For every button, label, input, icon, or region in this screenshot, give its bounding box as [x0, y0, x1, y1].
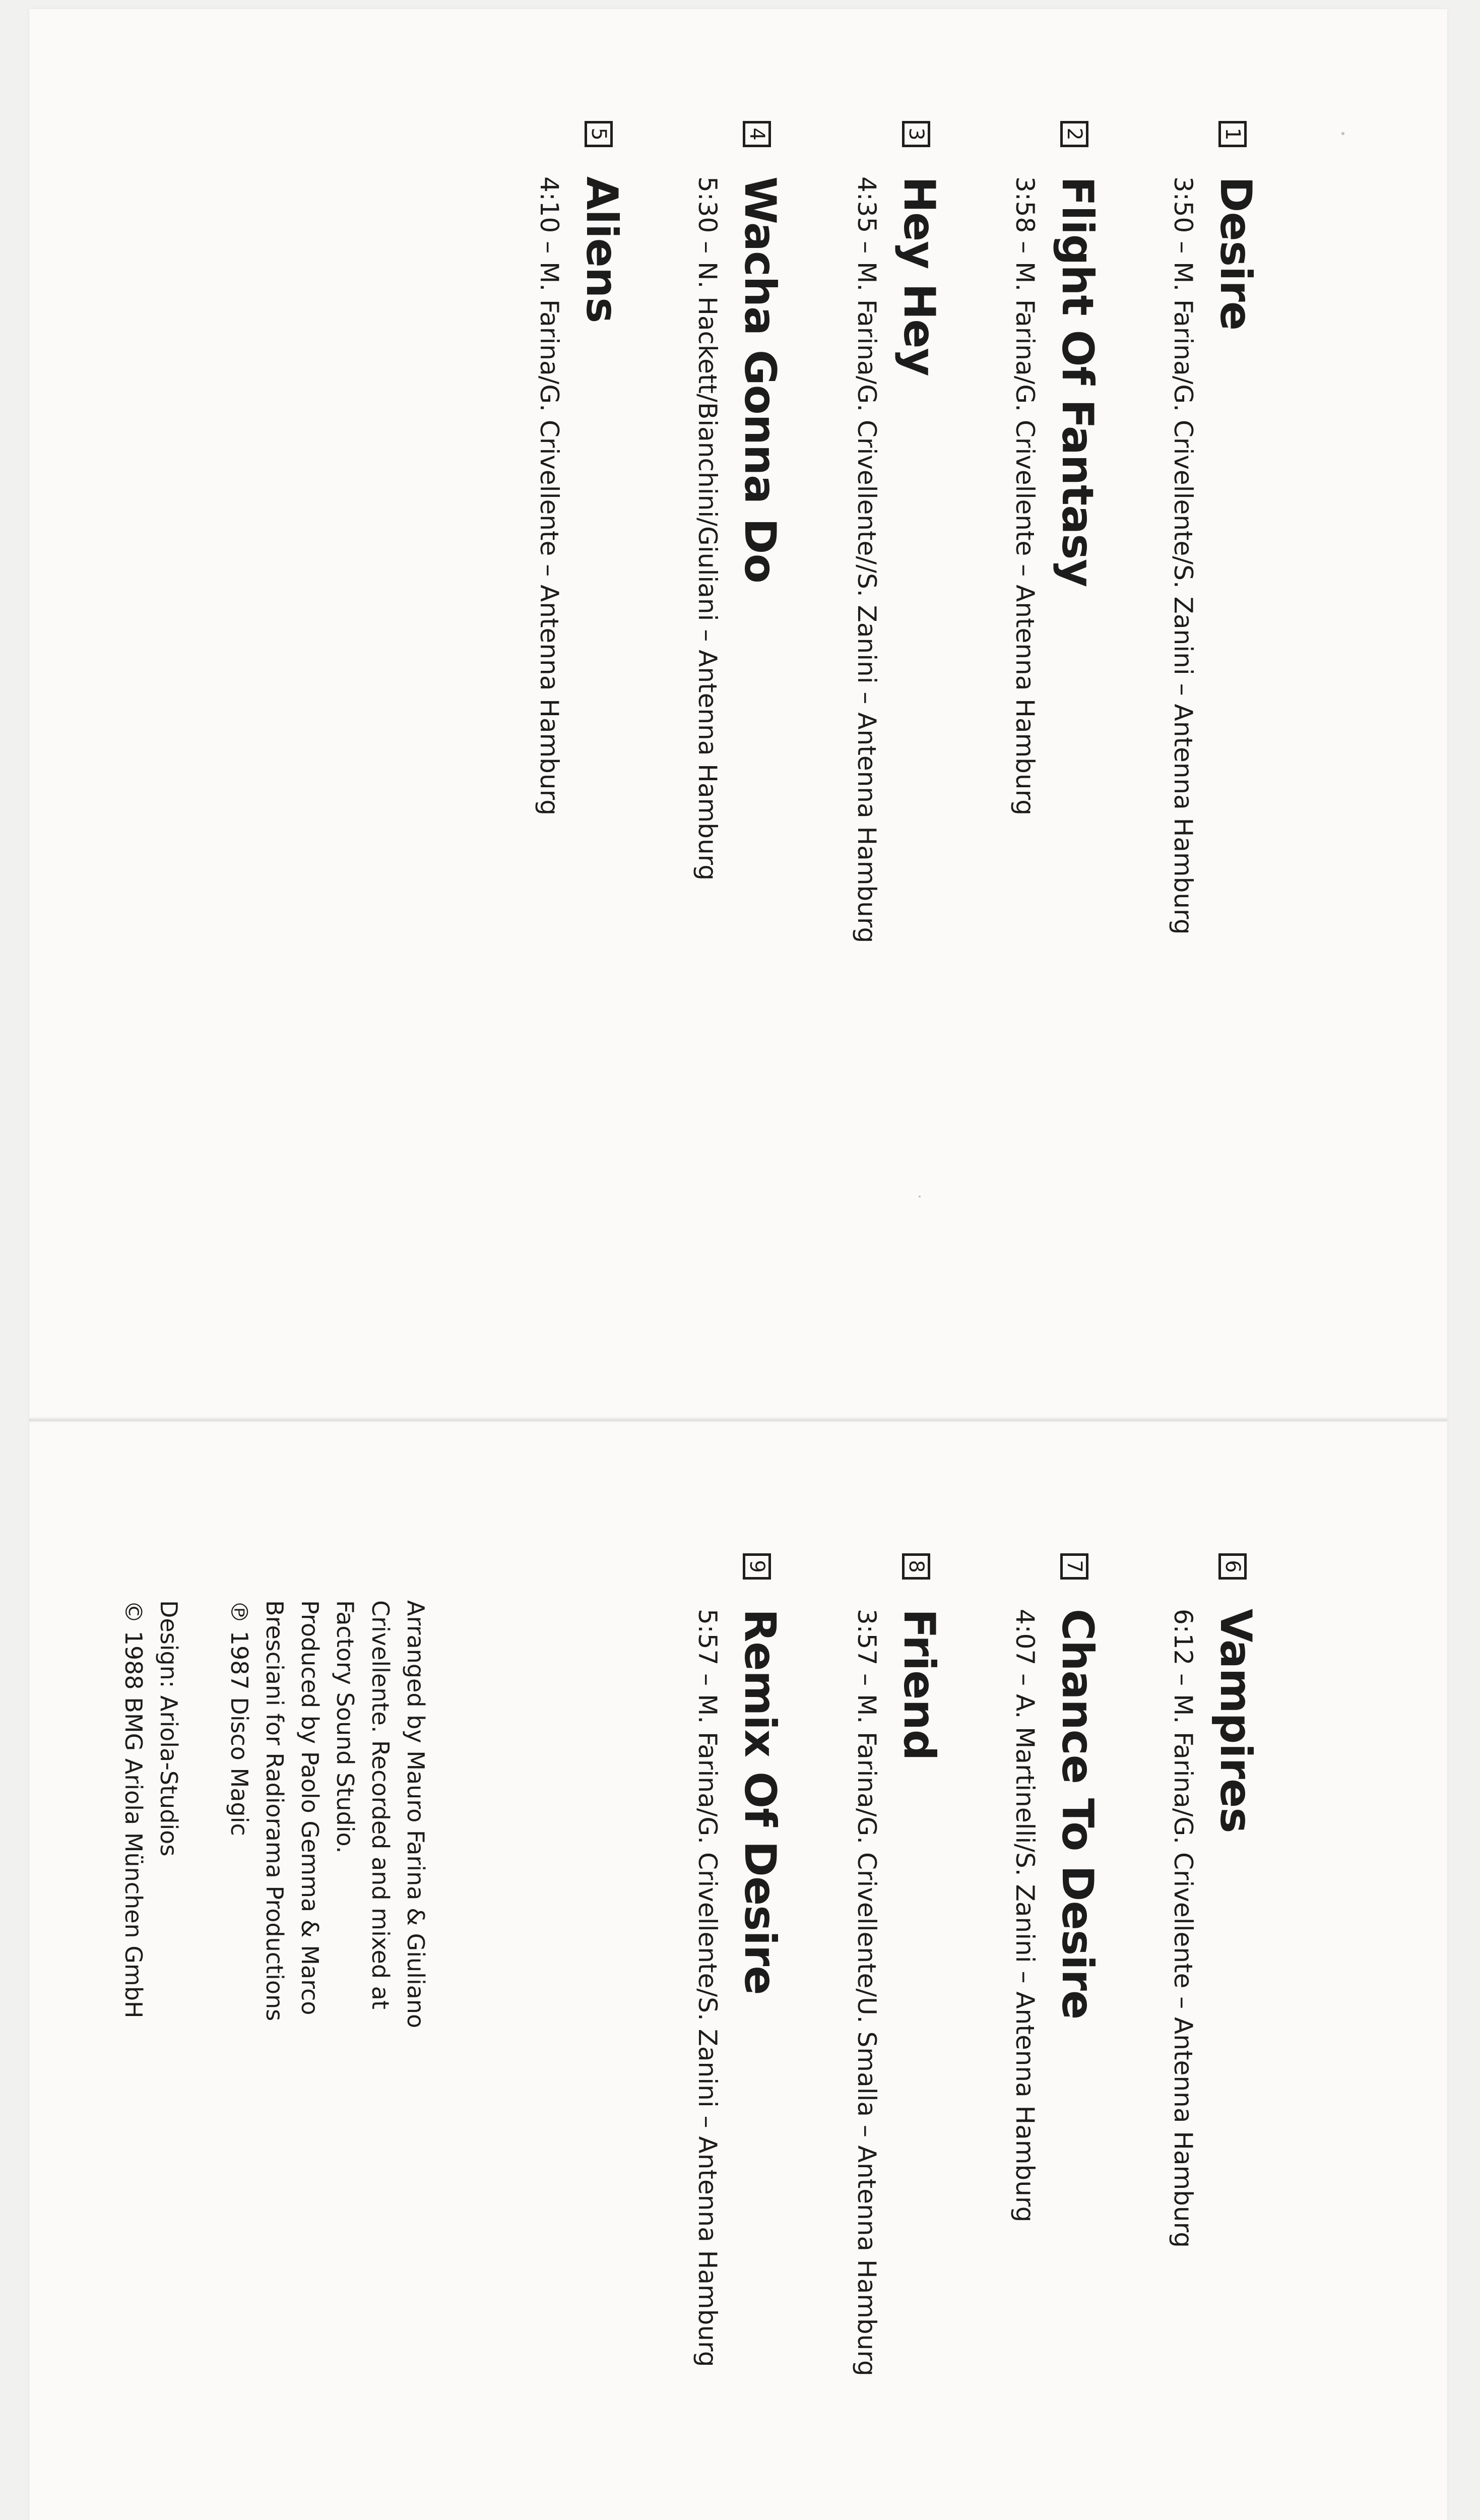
- notes-line: Crivellente. Recorded and mixed at: [367, 1600, 394, 2009]
- notes-line: ℗ 1987 Disco Magic: [226, 1600, 253, 1836]
- track-title: Remix Of Desire: [735, 1609, 785, 1995]
- track-credit: 4:07 – A. Martinelli/S. Zanini – Antenna Hamburg: [1010, 1609, 1040, 2223]
- side-a-rotated: [0, 0, 1261, 1361]
- track-title: Chance To Desire: [1052, 1609, 1103, 2020]
- track-credit: 6:12 – M. Farina/G. Crivellente – Antenna Hamburg: [1169, 1609, 1198, 2248]
- track-credit: 3:50 – M. Farina/G. Crivellente/S. Zanini – Antenna Hamburg: [1169, 176, 1198, 935]
- track-number-box: 3: [902, 121, 930, 147]
- fold-crease: [29, 1417, 1447, 1422]
- track-title: Friend: [894, 1609, 944, 1760]
- track-credit: 4:35 – M. Farina/G. Crivellente//S. Zanini – Antenna Hamburg: [852, 176, 881, 943]
- panel-side-b: [0, 1426, 1480, 2520]
- notes-line: Bresciani for Radiorama Productions: [261, 1600, 288, 2022]
- track-credit: 5:57 – M. Farina/G. Crivellente/S. Zanini – Antenna Hamburg: [693, 1609, 722, 2367]
- track-title: Desire: [1210, 176, 1261, 331]
- track-title: Wacha Gonna Do: [735, 176, 785, 583]
- track-number-box: 9: [743, 1553, 771, 1580]
- track-number-box: 8: [902, 1553, 930, 1580]
- production-notes: [116, 1600, 433, 2028]
- dust-speck: [1341, 132, 1344, 135]
- notes-line: Arranged by Mauro Farina & Giuliano: [402, 1600, 429, 2029]
- track-credit: 5:30 – N. Hackett/Bianchini/Giuliani – Antenna Hamburg: [693, 176, 722, 881]
- track-title: Flight Of Fantasy: [1052, 176, 1103, 587]
- track-title: Aliens: [576, 176, 627, 323]
- track-credit: 3:57 – M. Farina/G. Crivellente/U. Smalla – Antenna Hamburg: [852, 1609, 881, 2376]
- track-number-box: 2: [1060, 121, 1088, 147]
- notes-line: © 1988 BMG Ariola München GmbH: [120, 1600, 147, 2019]
- track-credit: 4:10 – M. Farina/G. Crivellente – Antenna Hamburg: [535, 176, 564, 816]
- track-number-box: 7: [1060, 1553, 1088, 1580]
- track-title: Vampires: [1210, 1609, 1261, 1833]
- notes-line: Produced by Paolo Gemma & Marco: [296, 1600, 324, 2015]
- side-b-rotated: [0, 1426, 1261, 2520]
- track-number-box: 4: [743, 121, 771, 147]
- track-number-box: 1: [1218, 121, 1247, 147]
- notes-line: Factory Sound Studio.: [332, 1600, 359, 1854]
- track-title: Hey Hey: [894, 176, 944, 376]
- track-number-box: 6: [1218, 1553, 1247, 1580]
- notes-line: Design: Ariola-Studios: [155, 1600, 182, 1857]
- track-credit: 3:58 – M. Farina/G. Crivellente – Antenna Hamburg: [1010, 176, 1040, 816]
- dust-speck: [919, 1195, 921, 1198]
- track-number-box: 5: [585, 121, 613, 147]
